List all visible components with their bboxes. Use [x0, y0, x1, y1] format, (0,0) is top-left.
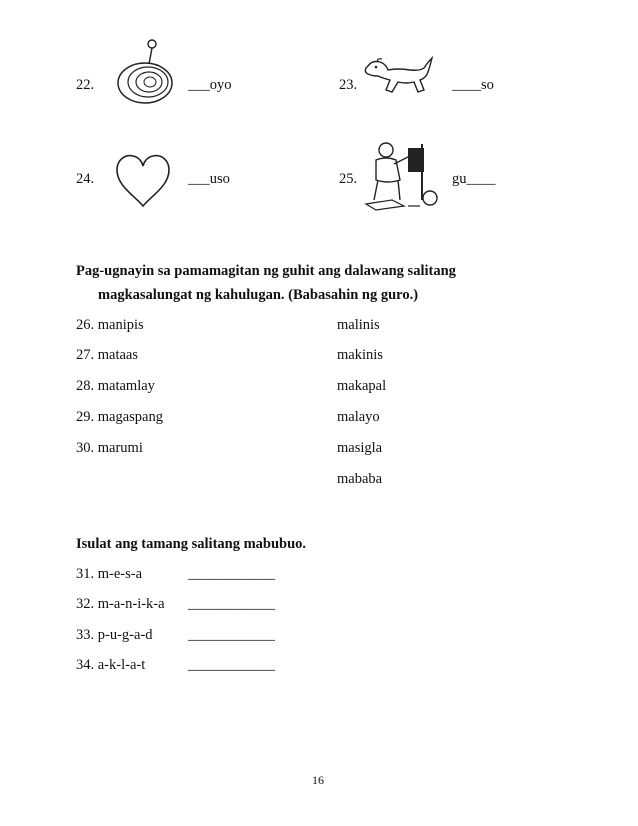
matching-right-item: masigla	[337, 440, 383, 456]
spelling-item-scrambled: 33. p-u-g-a-d	[76, 627, 153, 643]
spelling-item-blank: ____________	[188, 596, 275, 612]
spelling-item-blank: ____________	[188, 566, 275, 582]
teacher-icon	[364, 140, 440, 212]
spelling-item-scrambled: 34. a-k-l-a-t	[76, 657, 146, 673]
matching-left-item: 27. mataas	[76, 347, 139, 363]
heart-icon	[113, 152, 173, 210]
matching-instruction-line2: magkasalungat ng kahulugan. (Babasahin ng guro.)	[98, 287, 419, 303]
matching-right-item: malayo	[337, 409, 380, 425]
item-23-answer-blank: ____so	[452, 77, 494, 93]
item-24-answer-blank: ___uso	[188, 171, 230, 187]
spelling-item-blank: ____________	[188, 627, 275, 643]
item-24-number: 24.	[76, 171, 95, 187]
matching-left-item: 26. manipis	[76, 317, 144, 333]
item-22-answer-blank: ___oyo	[188, 77, 232, 93]
matching-right-item: mababa	[337, 471, 383, 487]
page-number: 16	[312, 773, 324, 787]
matching-instruction-line1: Pag-ugnayin sa pamamagitan ng guhit ang dalawang salitang	[76, 263, 456, 279]
matching-left-item: 29. magaspang	[76, 409, 163, 425]
dog-icon	[362, 56, 436, 98]
matching-left-item: 30. marumi	[76, 440, 143, 456]
item-25-answer-blank: gu____	[452, 171, 496, 187]
spelling-item-scrambled: 32. m-a-n-i-k-a	[76, 596, 165, 612]
item-22-number: 22.	[76, 77, 95, 93]
spelling-item-scrambled: 31. m-e-s-a	[76, 566, 143, 582]
matching-left-item: 28. matamlay	[76, 378, 155, 394]
item-23-number: 23.	[339, 77, 358, 93]
item-25-number: 25.	[339, 171, 358, 187]
matching-right-item: makinis	[337, 347, 383, 363]
spelling-instruction: Isulat ang tamang salitang mabubuo.	[76, 536, 307, 552]
yoyo-icon	[115, 38, 177, 104]
matching-right-item: makapal	[337, 378, 387, 394]
spelling-item-blank: ____________	[188, 657, 275, 673]
matching-right-item: malinis	[337, 317, 380, 333]
